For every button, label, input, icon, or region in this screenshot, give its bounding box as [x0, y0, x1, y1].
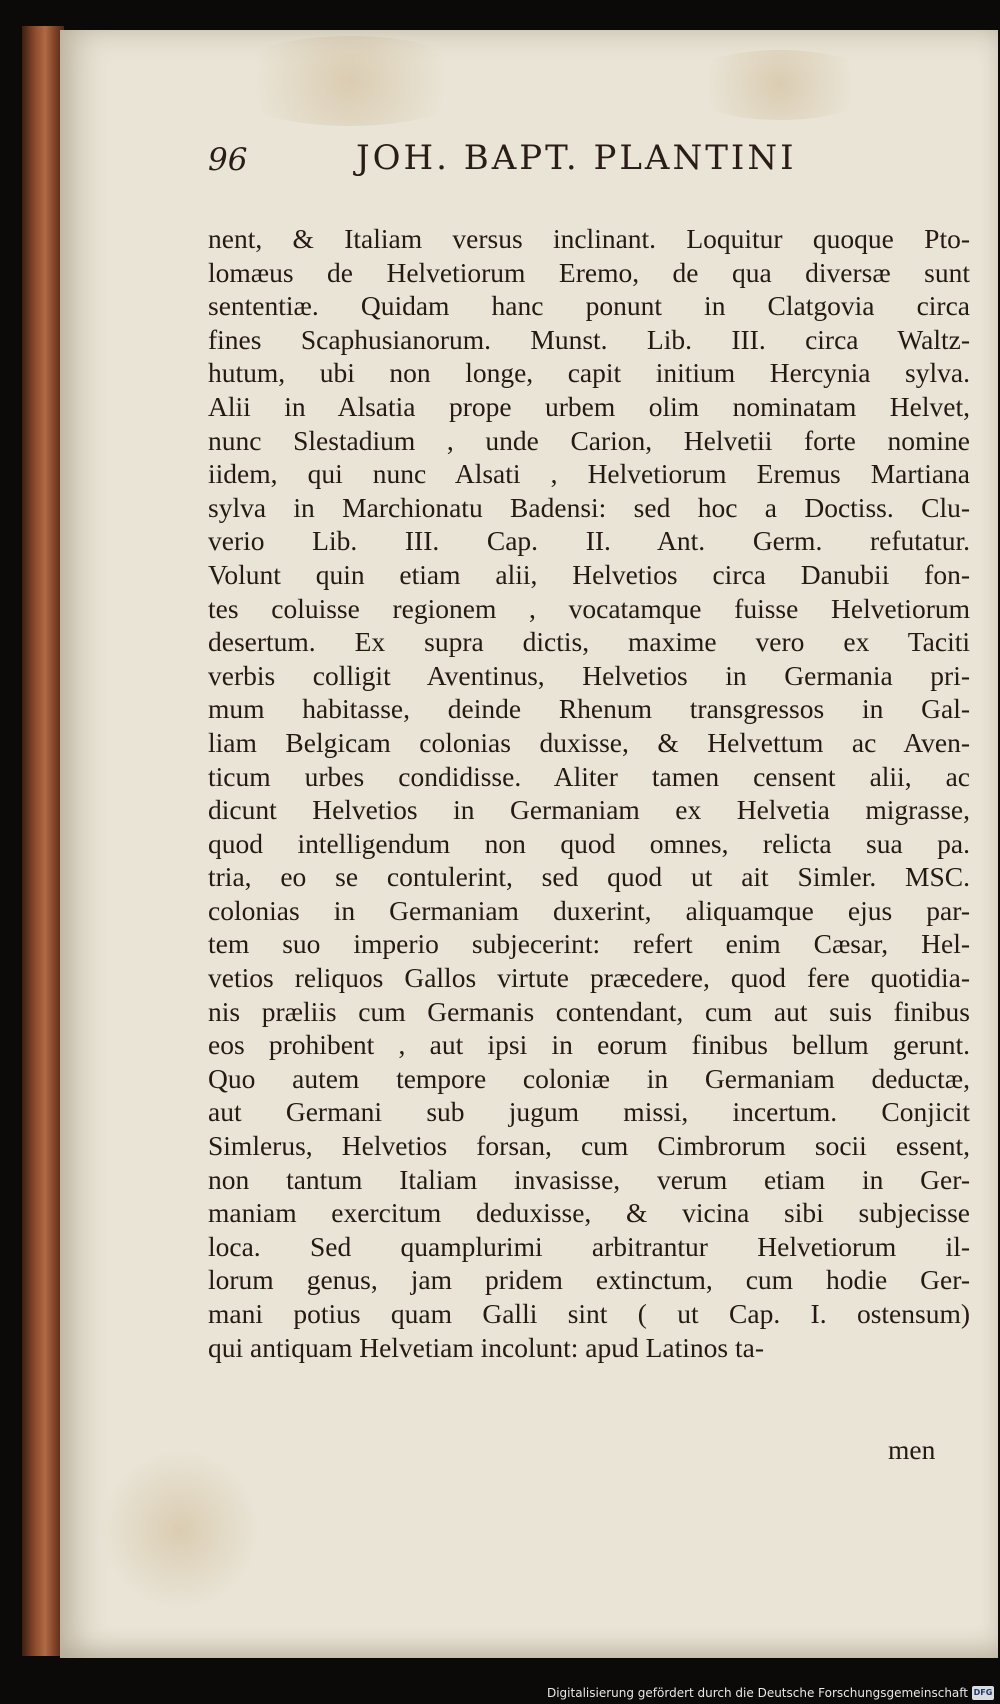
text-line: verbis colligit Aventinus, Helvetios in Germania pri- — [208, 659, 970, 691]
page-header — [208, 138, 968, 188]
text-line: lorum genus, jam pridem extinctum, cum hodie Ger- — [208, 1264, 970, 1296]
funding-credit: Digitalisierung gefördert durch die Deutsche Forschungsgemeinschaft — [546, 1686, 968, 1700]
text-line: fines Scaphusianorum. Munst. Lib. III. circa Waltz- — [208, 323, 970, 355]
page-stain — [220, 36, 480, 126]
text-line: tria, eo se contulerint, sed quod ut ait Simler. MSC. — [208, 861, 970, 893]
text-line: nent, & Italiam versus inclinant. Loquitur quoque Pto- — [208, 223, 970, 254]
text-line: colonias in Germaniam duxerint, aliquamque ejus par- — [208, 894, 970, 926]
text-line: lomæus de Helvetiorum Eremo, de qua diversæ sunt — [208, 256, 970, 288]
text-line: maniam exercitum deduxisse, & vicina sibi subjecisse — [208, 1197, 970, 1229]
text-line: hutum, ubi non longe, capit initium Hercynia sylva. — [208, 357, 970, 389]
running-head: JOH. BAPT. PLANTINI — [356, 138, 797, 178]
book-edge — [22, 26, 64, 1656]
text-line: dicunt Helvetios in Germaniam ex Helvetia migrasse, — [208, 794, 970, 826]
text-line: verio Lib. III. Cap. II. Ant. Germ. refutatur. — [208, 525, 970, 557]
text-line: quod intelligendum non quod omnes, relicta sua pa. — [208, 827, 970, 859]
text-line: tem suo imperio subjecerint: refert enim Cæsar, Hel- — [208, 928, 970, 960]
text-line: Volunt quin etiam alii, Helvetios circa Danubii fon- — [208, 558, 970, 590]
text-line: Simlerus, Helvetios forsan, cum Cimbrorum socii essent, — [208, 1130, 970, 1162]
text-line: eos prohibent , aut ipsi in eorum finibus bellum gerunt. — [208, 1029, 970, 1061]
text-line: Quo autem tempore coloniæ in Germaniam deductæ, — [208, 1062, 970, 1094]
text-line: sylva in Marchionatu Badensi: sed hoc a Doctiss. Clu- — [208, 491, 970, 523]
body-text — [208, 222, 970, 1364]
page-stain — [100, 1450, 260, 1610]
text-line: iidem, qui nunc Alsati , Helvetiorum Eremus Martiana — [208, 458, 970, 490]
text-line: sententiæ. Quidam hanc ponunt in Clatgovia circa — [208, 290, 970, 322]
text-line: nunc Slestadium , unde Carion, Helvetii forte nomine — [208, 424, 970, 456]
text-line: tes coluisse regionem , vocatamque fuisse Helvetiorum — [208, 592, 970, 624]
text-line: desertum. Ex supra dictis, maxime vero ex Taciti — [208, 626, 970, 658]
text-line: loca. Sed quamplurimi arbitrantur Helvetiorum il- — [208, 1230, 970, 1262]
text-line: non tantum Italiam invasisse, verum etiam in Ger- — [208, 1163, 970, 1195]
catchword: men — [888, 1434, 936, 1465]
text-line: mum habitasse, deinde Rhenum transgressos in Gal- — [208, 693, 970, 725]
text-line: nis præliis cum Germanis contendant, cum aut suis finibus — [208, 995, 970, 1027]
footer-bar — [0, 1680, 1000, 1704]
text-line: aut Germani sub jugum missi, incertum. Conjicit — [208, 1096, 970, 1128]
text-line: vetios reliquos Gallos virtute præcedere, quod fere quotidia- — [208, 962, 970, 994]
text-line: ticum urbes condidisse. Aliter tamen censent alii, ac — [208, 760, 970, 792]
page-number: 96 — [208, 142, 248, 178]
text-line: liam Belgicam colonias duxisse, & Helvettum ac Aven- — [208, 726, 970, 758]
text-line: mani potius quam Galli sint ( ut Cap. I. ostensum) — [208, 1298, 970, 1329]
text-line: Alii in Alsatia prope urbem olim nominatam Helvet, — [208, 390, 970, 422]
dfg-logo-icon: DFG — [972, 1686, 994, 1700]
text-line: qui antiquam Helvetiam incolunt: apud Latinos ta- — [208, 1331, 764, 1363]
page-stain — [680, 50, 880, 120]
